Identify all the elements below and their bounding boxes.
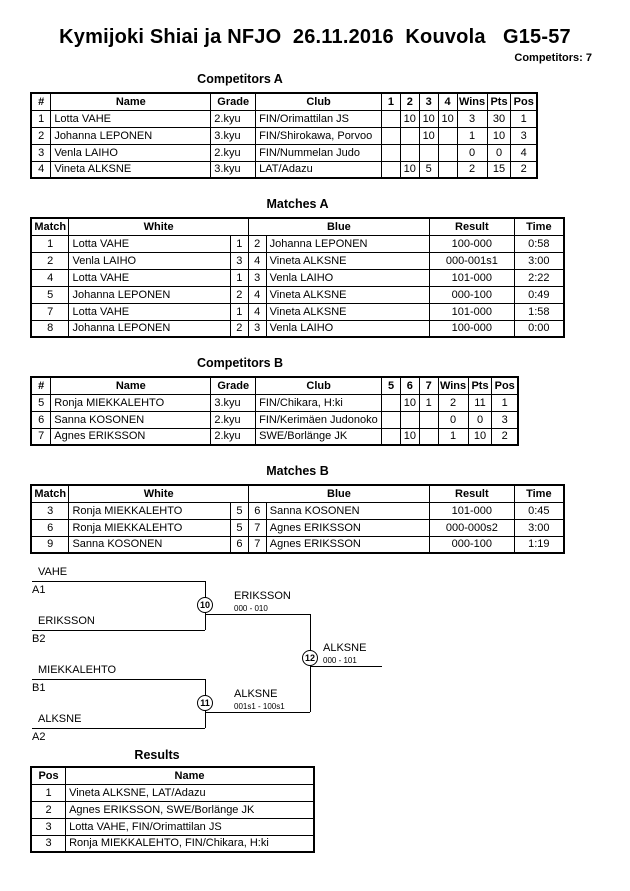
competitor-pos: 1 xyxy=(511,110,537,127)
matches-a-heading: Matches A xyxy=(266,197,329,211)
score-vs-3: 10 xyxy=(419,127,438,144)
competitor-club: FIN/Shirokawa, Porvoo xyxy=(256,127,382,144)
results-heading: Results xyxy=(134,748,180,762)
blue-name: Johanna LEPONEN xyxy=(266,235,429,252)
result-row xyxy=(31,784,314,801)
col-opponent-3: 3 xyxy=(419,93,438,110)
white-seed: 5 xyxy=(230,502,248,519)
col-number: # xyxy=(31,377,51,394)
blue-seed: 4 xyxy=(248,252,266,269)
bracket-winner-final: ALKSNE xyxy=(323,642,367,654)
score-vs-3 xyxy=(419,144,438,161)
competitor-club: SWE/Borlänge JK xyxy=(256,428,382,445)
match-time: 1:58 xyxy=(514,303,564,320)
bracket-match-node-10: 10 xyxy=(197,597,213,613)
competitor-pos: 3 xyxy=(511,127,537,144)
blue-name: Venla LAIHO xyxy=(266,269,429,286)
bracket-match-node-12: 12 xyxy=(302,650,318,666)
white-name: Sanna KOSONEN xyxy=(69,536,231,553)
match-number: 9 xyxy=(31,536,69,553)
result-name: Agnes ERIKSSON, SWE/Borlänge JK xyxy=(66,801,314,818)
competitor-name: Ronja MIEKKALEHTO xyxy=(51,394,211,411)
result-row xyxy=(31,801,314,818)
col-opponent-1: 1 xyxy=(382,93,401,110)
bracket-seed-a1: A1 xyxy=(32,584,46,596)
score-vs-4: 10 xyxy=(438,110,457,127)
white-seed: 2 xyxy=(230,320,248,337)
competitor-row xyxy=(31,110,537,127)
blue-seed: 3 xyxy=(248,269,266,286)
competitor-pts: 10 xyxy=(487,127,511,144)
competitor-row xyxy=(31,144,537,161)
bracket-name-vahe: VAHE xyxy=(38,566,68,578)
bracket-seed-a2: A2 xyxy=(32,731,46,743)
bracket-name-miekkalehto: MIEKKALEHTO xyxy=(38,664,117,676)
score-vs-5 xyxy=(382,394,401,411)
blue-seed: 7 xyxy=(248,519,266,536)
col-time: Time xyxy=(514,218,564,235)
competitors-b-table xyxy=(30,376,519,446)
match-result: 101-000 xyxy=(430,269,515,286)
competitor-club: FIN/Kerimäen Judonoko xyxy=(256,411,382,428)
competitor-pts: 0 xyxy=(468,411,492,428)
competitor-pos: 1 xyxy=(492,394,518,411)
result-row xyxy=(31,818,314,835)
results-table xyxy=(30,766,315,853)
competitor-wins: 1 xyxy=(438,428,468,445)
final-bracket xyxy=(30,566,600,746)
col-name: Name xyxy=(51,377,211,394)
match-time: 0:58 xyxy=(514,235,564,252)
matches-b-heading: Matches B xyxy=(266,464,329,478)
blue-seed: 7 xyxy=(248,536,266,553)
competitor-number: 3 xyxy=(31,144,51,161)
col-opponent-2: 2 xyxy=(400,93,419,110)
score-vs-6: 10 xyxy=(400,428,419,445)
blue-name: Venla LAIHO xyxy=(266,320,429,337)
score-vs-2: 10 xyxy=(400,161,419,178)
col-white: White xyxy=(69,485,248,502)
bracket-name-alksne: ALKSNE xyxy=(38,713,82,725)
competitor-name: Lotta VAHE xyxy=(51,110,211,127)
white-name: Lotta VAHE xyxy=(69,303,230,320)
match-number: 1 xyxy=(31,235,69,252)
score-vs-3: 10 xyxy=(419,110,438,127)
match-result: 101-000 xyxy=(430,502,515,519)
bracket-winner-sf2: ALKSNE xyxy=(234,688,278,700)
match-row xyxy=(31,235,564,252)
col-wins: Wins xyxy=(457,93,487,110)
section-competitors-b xyxy=(30,356,519,446)
blue-name: Agnes ERIKSSON xyxy=(266,519,429,536)
blue-seed: 4 xyxy=(248,286,266,303)
competitor-grade: 2.kyu xyxy=(211,411,256,428)
score-vs-1 xyxy=(382,127,401,144)
score-vs-6: 10 xyxy=(400,394,419,411)
competitor-grade: 2.kyu xyxy=(211,144,256,161)
score-vs-7 xyxy=(419,428,438,445)
competitor-wins: 2 xyxy=(438,394,468,411)
competitor-grade: 3.kyu xyxy=(211,161,256,178)
match-number: 4 xyxy=(31,269,69,286)
competitor-pts: 0 xyxy=(487,144,511,161)
match-time: 3:00 xyxy=(514,252,564,269)
section-competitors-a xyxy=(30,72,538,179)
competitor-club: FIN/Orimattilan JS xyxy=(256,110,382,127)
bracket-line xyxy=(205,712,310,713)
col-pos: Pos xyxy=(511,93,537,110)
bracket-score-sf2: 001s1 - 100s1 xyxy=(234,702,285,711)
match-result: 000-000s2 xyxy=(430,519,515,536)
score-vs-3: 5 xyxy=(419,161,438,178)
competitor-number: 2 xyxy=(31,127,51,144)
competitor-row xyxy=(31,127,537,144)
col-club: Club xyxy=(256,377,382,394)
competitor-club: LAT/Adazu xyxy=(256,161,382,178)
match-time: 1:19 xyxy=(514,536,564,553)
match-row xyxy=(31,303,564,320)
competitor-wins: 2 xyxy=(457,161,487,178)
table-header-row xyxy=(31,218,564,235)
col-opponent-6: 6 xyxy=(400,377,419,394)
white-seed: 3 xyxy=(230,252,248,269)
score-vs-2: 10 xyxy=(400,110,419,127)
table-header-row xyxy=(31,767,314,784)
table-header-row xyxy=(31,485,564,502)
competitor-pts: 30 xyxy=(487,110,511,127)
bracket-line xyxy=(310,666,382,667)
match-row xyxy=(31,286,564,303)
white-seed: 1 xyxy=(230,235,248,252)
competitor-pts: 10 xyxy=(468,428,492,445)
white-seed: 1 xyxy=(230,269,248,286)
blue-name: Agnes ERIKSSON xyxy=(266,536,429,553)
col-match: Match xyxy=(31,485,69,502)
competitor-wins: 1 xyxy=(457,127,487,144)
competitor-name: Agnes ERIKSSON xyxy=(51,428,211,445)
section-results xyxy=(30,748,315,853)
score-vs-6 xyxy=(400,411,419,428)
col-club: Club xyxy=(256,93,382,110)
result-name: Lotta VAHE, FIN/Orimattilan JS xyxy=(66,818,314,835)
bracket-winner-sf1: ERIKSSON xyxy=(234,590,291,602)
match-row xyxy=(31,320,564,337)
bracket-name-eriksson: ERIKSSON xyxy=(38,615,95,627)
competitor-name: Venla LAIHO xyxy=(51,144,211,161)
white-name: Johanna LEPONEN xyxy=(69,286,230,303)
result-pos: 3 xyxy=(31,818,66,835)
col-wins: Wins xyxy=(438,377,468,394)
competitor-row xyxy=(31,394,518,411)
match-number: 5 xyxy=(31,286,69,303)
score-vs-1 xyxy=(382,144,401,161)
score-vs-2 xyxy=(400,144,419,161)
matches-a-table xyxy=(30,217,565,338)
match-time: 0:45 xyxy=(514,502,564,519)
competitor-wins: 0 xyxy=(457,144,487,161)
white-seed: 5 xyxy=(230,519,248,536)
blue-seed: 2 xyxy=(248,235,266,252)
match-time: 2:22 xyxy=(514,269,564,286)
white-name: Venla LAIHO xyxy=(69,252,230,269)
score-vs-7 xyxy=(419,411,438,428)
result-name: Ronja MIEKKALEHTO, FIN/Chikara, H:ki xyxy=(66,835,314,852)
col-pos: Pos xyxy=(492,377,518,394)
match-row xyxy=(31,269,564,286)
match-number: 2 xyxy=(31,252,69,269)
competitor-club: FIN/Chikara, H:ki xyxy=(256,394,382,411)
blue-name: Vineta ALKSNE xyxy=(266,252,429,269)
match-number: 8 xyxy=(31,320,69,337)
matches-b-table xyxy=(30,484,565,554)
result-pos: 2 xyxy=(31,801,66,818)
bracket-line xyxy=(205,614,310,615)
match-row xyxy=(31,252,564,269)
col-time: Time xyxy=(514,485,564,502)
blue-seed: 3 xyxy=(248,320,266,337)
blue-seed: 4 xyxy=(248,303,266,320)
competitors-count: Competitors: 7 xyxy=(514,52,592,64)
col-blue: Blue xyxy=(248,485,429,502)
competitor-number: 7 xyxy=(31,428,51,445)
score-vs-7: 1 xyxy=(419,394,438,411)
col-pos: Pos xyxy=(31,767,66,784)
score-vs-4 xyxy=(438,161,457,178)
col-grade: Grade xyxy=(211,377,256,394)
section-matches-b xyxy=(30,464,565,554)
blue-name: Vineta ALKSNE xyxy=(266,286,429,303)
competitor-number: 6 xyxy=(31,411,51,428)
competitor-pts: 11 xyxy=(468,394,492,411)
col-white: White xyxy=(69,218,248,235)
match-row xyxy=(31,519,564,536)
result-row xyxy=(31,835,314,852)
match-row xyxy=(31,536,564,553)
bracket-seed-b1: B1 xyxy=(32,682,46,694)
white-seed: 6 xyxy=(230,536,248,553)
bracket-seed-b2: B2 xyxy=(32,633,46,645)
col-opponent-4: 4 xyxy=(438,93,457,110)
col-opponent-5: 5 xyxy=(382,377,401,394)
competitor-pos: 2 xyxy=(511,161,537,178)
competitors-a-table xyxy=(30,92,538,179)
white-seed: 2 xyxy=(230,286,248,303)
competitor-name: Vineta ALKSNE xyxy=(51,161,211,178)
score-vs-2 xyxy=(400,127,419,144)
competitor-number: 1 xyxy=(31,110,51,127)
bracket-score-sf1: 000 - 010 xyxy=(234,604,268,613)
bracket-line xyxy=(32,581,205,582)
col-blue: Blue xyxy=(248,218,429,235)
bracket-line xyxy=(32,679,205,680)
match-row xyxy=(31,502,564,519)
bracket-match-node-11: 11 xyxy=(197,695,213,711)
col-name: Name xyxy=(66,767,314,784)
bracket-score-final: 000 - 101 xyxy=(323,656,357,665)
result-pos: 1 xyxy=(31,784,66,801)
competitor-pts: 15 xyxy=(487,161,511,178)
competitor-row xyxy=(31,428,518,445)
col-pts: Pts xyxy=(487,93,511,110)
competitor-number: 4 xyxy=(31,161,51,178)
score-vs-4 xyxy=(438,127,457,144)
white-name: Ronja MIEKKALEHTO xyxy=(69,502,231,519)
match-number: 3 xyxy=(31,502,69,519)
white-seed: 1 xyxy=(230,303,248,320)
section-matches-a xyxy=(30,197,565,338)
col-name: Name xyxy=(51,93,211,110)
blue-name: Sanna KOSONEN xyxy=(266,502,429,519)
blue-name: Vineta ALKSNE xyxy=(266,303,429,320)
competitor-grade: 3.kyu xyxy=(211,127,256,144)
competitor-club: FIN/Nummelan Judo xyxy=(256,144,382,161)
table-header-row xyxy=(31,377,518,394)
competitor-grade: 2.kyu xyxy=(211,428,256,445)
col-result: Result xyxy=(430,218,515,235)
competitor-pos: 2 xyxy=(492,428,518,445)
competitor-pos: 4 xyxy=(511,144,537,161)
match-number: 6 xyxy=(31,519,69,536)
match-result: 000-001s1 xyxy=(430,252,515,269)
match-time: 3:00 xyxy=(514,519,564,536)
page-title: Kymijoki Shiai ja NFJO 26.11.2016 Kouvola G15-57 xyxy=(59,26,571,48)
match-time: 0:00 xyxy=(514,320,564,337)
bracket-line xyxy=(32,728,205,729)
col-grade: Grade xyxy=(211,93,256,110)
score-vs-1 xyxy=(382,110,401,127)
col-pts: Pts xyxy=(468,377,492,394)
score-vs-4 xyxy=(438,144,457,161)
col-match: Match xyxy=(31,218,69,235)
match-result: 101-000 xyxy=(430,303,515,320)
competitor-grade: 2.kyu xyxy=(211,110,256,127)
competitor-row xyxy=(31,161,537,178)
competitors-a-heading: Competitors A xyxy=(197,72,283,86)
match-number: 7 xyxy=(31,303,69,320)
col-opponent-7: 7 xyxy=(419,377,438,394)
competitor-row xyxy=(31,411,518,428)
competitor-name: Sanna KOSONEN xyxy=(51,411,211,428)
bracket-line xyxy=(32,630,205,631)
competitor-wins: 0 xyxy=(438,411,468,428)
col-number: # xyxy=(31,93,51,110)
competitor-name: Johanna LEPONEN xyxy=(51,127,211,144)
score-vs-1 xyxy=(382,161,401,178)
competitor-grade: 3.kyu xyxy=(211,394,256,411)
score-vs-5 xyxy=(382,428,401,445)
competitor-number: 5 xyxy=(31,394,51,411)
table-header-row xyxy=(31,93,537,110)
white-name: Lotta VAHE xyxy=(69,235,230,252)
competitor-pos: 3 xyxy=(492,411,518,428)
match-result: 000-100 xyxy=(430,536,515,553)
white-name: Ronja MIEKKALEHTO xyxy=(69,519,231,536)
match-result: 100-000 xyxy=(430,235,515,252)
white-name: Johanna LEPONEN xyxy=(69,320,230,337)
white-name: Lotta VAHE xyxy=(69,269,230,286)
blue-seed: 6 xyxy=(248,502,266,519)
competitors-b-heading: Competitors B xyxy=(196,356,284,370)
score-vs-5 xyxy=(382,411,401,428)
match-result: 100-000 xyxy=(430,320,515,337)
match-result: 000-100 xyxy=(430,286,515,303)
match-time: 0:49 xyxy=(514,286,564,303)
col-result: Result xyxy=(430,485,515,502)
result-name: Vineta ALKSNE, LAT/Adazu xyxy=(66,784,314,801)
result-pos: 3 xyxy=(31,835,66,852)
competitor-wins: 3 xyxy=(457,110,487,127)
